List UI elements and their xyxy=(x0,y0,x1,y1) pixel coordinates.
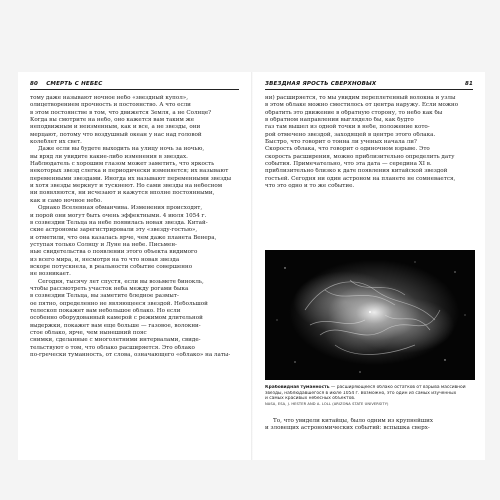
right-body-text-continued xyxy=(265,418,473,433)
text-line: мерцают, потому что воздушный океан у нас над головой xyxy=(30,131,202,138)
text-line: события. Примечательно, что эта дата — середина XI в. xyxy=(265,161,432,168)
text-line: некоторых звезд слегка и периодически изменяется; их называют xyxy=(30,168,229,175)
text-line: газ там вышел из одной точки в небе, положение кото- xyxy=(265,124,430,131)
text-line: тому даже называют ночное небо «звездный купол», xyxy=(30,95,188,101)
text-line: Даже если вы будете выходить на улицу ночь за ночью, xyxy=(38,146,205,153)
right-running-header xyxy=(265,81,473,90)
text-line: приблизительно близко к дате появления китайской звездой xyxy=(265,168,448,175)
left-running-header xyxy=(30,81,239,90)
right-body-text xyxy=(265,95,473,190)
text-line: уступая только Солнцу и Луне на небе. Письмен- xyxy=(30,241,177,248)
text-line: переменными звездами. Иногда их называют переменными звезды xyxy=(30,175,232,182)
text-line: вы вряд ли увидите какие-либо изменения в звездах. xyxy=(30,153,188,160)
left-page xyxy=(18,72,251,460)
text-line: и хотя звезды меркнут и тускнеют. Но сами звезды на небесном xyxy=(30,183,223,190)
text-line: колеблет их свет. xyxy=(30,139,82,146)
text-line: телескоп покажет вам небольшое облако. Но если xyxy=(30,307,181,314)
text-line: и порой они могут быть очень эффектными. 4 июля 1054 г. xyxy=(30,212,207,219)
text-line: что это одно и то же событие. xyxy=(265,183,355,190)
text-line: скорость расширения, можно приблизительно определить дату xyxy=(265,153,455,160)
left-body-text xyxy=(30,95,239,359)
caption-bold-lead: Крабовидная туманность xyxy=(265,385,330,390)
text-line: ое пятно, определенно не являющееся звездой. Небольшой xyxy=(30,300,208,307)
figure-caption xyxy=(265,385,475,408)
text-line: в этом облаке можно сместилось от центра наружу. Если можно xyxy=(265,102,459,109)
text-line: Скорость облака, что говорит о одиночном взрыве. Это xyxy=(265,146,430,153)
text-line: Наблюдатель с хорошим глазом может заметить, что яркость xyxy=(30,161,215,168)
caption-line: звезды, наблюдавшегося в июле 1054 г. Возможно, это один из самых изученных xyxy=(265,390,457,396)
left-running-head: СМЕРТЬ С НЕБЕС xyxy=(46,81,103,87)
text-line: по-гречески туманность, от слова, означающего «облако» на латы- xyxy=(30,352,231,359)
text-line: олицетворением прочность и постоянство. А что если xyxy=(30,102,191,109)
text-line: вскоре потускнела, в реальности событие совершенно xyxy=(30,263,193,270)
text-line: ни появляются, ни исчезают и кажутся вполне постоянными, xyxy=(30,190,215,197)
right-running-head: ЗВЕЗДНАЯ ЯРОСТЬ СВЕРХНОВЫХ xyxy=(265,81,377,87)
text-line: выдержки, покажет вам еще больше — газовое, волокни- xyxy=(30,322,201,329)
caption-line: и самых красивых небесных объектов. xyxy=(265,396,356,402)
text-line: гостьей. Сегодня ни один астроном на планете не сомневается, xyxy=(265,175,456,182)
text-line: Быстро, что говорит о тонна ли ученых начала ли? xyxy=(265,139,417,146)
text-line: из всего мира, и, несмотря на то что новая звезда xyxy=(30,256,180,263)
text-line: обратить это движение в обратную сторону, то небо как бы xyxy=(265,109,443,116)
text-line: неподвижным и неизменным, как и все, а не звезды, они xyxy=(30,124,201,131)
text-line: в созвездии Тельца на небе появилась новая звезда. Китай- xyxy=(30,219,208,226)
text-line: чтобы рассмотреть участок неба между рогами быка xyxy=(30,285,189,292)
text-line: и отметили, что она казалась ярче, чем даже планета Венера, xyxy=(30,234,217,241)
text-line: как и само ночное небо. xyxy=(30,197,103,204)
text-line: снимки, сделанные с многолетними интервалами, свиде- xyxy=(30,337,201,344)
text-line: рой отмечено звездой, заходящей в центре этого облака. xyxy=(265,131,436,138)
text-line: ские астрономы зарегистрировали эту «звезду-гостью», xyxy=(30,227,198,234)
text-line: в этом постоянстве в том, что движется Земля, а не Солнце? xyxy=(30,109,212,116)
text-line: особенно оборудованный камерой с режимом длительной xyxy=(30,315,203,322)
caption-credit: NASA, ESA, J. HESTER AND A. LOLL (ARIZONA STATE UNIVERSITY) xyxy=(265,402,389,407)
left-page-number: 80 xyxy=(30,81,39,87)
caption-text: — расширяющееся облако остатков от взрыва массивной xyxy=(330,385,466,390)
caption-line xyxy=(265,385,475,391)
text-line: ные свидетельства о появлении этого объекта видимого xyxy=(30,249,198,256)
crab-nebula-photo xyxy=(265,250,475,380)
text-line: ни) расширяется, то мы увидим переплетенный волокна и узлы xyxy=(265,95,456,101)
nebula-filaments xyxy=(265,250,475,380)
text-line: Когда вы смотрите на небо, оно кажется вам таким же xyxy=(30,117,195,124)
text-line: тельствуют о том, что облако расширяется. Это облако xyxy=(30,344,195,351)
right-page xyxy=(253,72,485,460)
text-line: и зловещих астрономических событий: вспышка сверх- xyxy=(265,425,430,432)
text-line: То, что увидели китайцы, было одним из крупнейших xyxy=(273,418,433,424)
book-spread xyxy=(18,72,485,460)
text-line: Сегодня, тысячу лет спустя, если вы возьмете бинокль, xyxy=(38,278,204,285)
text-line: в созвездии Тельца, вы заметите бледное размыт- xyxy=(30,293,179,300)
text-line: Однако Вселенная обманчива. Изменения происходят, xyxy=(38,205,203,212)
text-line: в обратном направлении выглядело бы, как будто xyxy=(265,117,414,124)
text-line: не возникает. xyxy=(30,271,71,278)
text-line: стое облако, ярче, чем нынешний пояс xyxy=(30,330,147,336)
right-page-number: 81 xyxy=(464,81,473,87)
